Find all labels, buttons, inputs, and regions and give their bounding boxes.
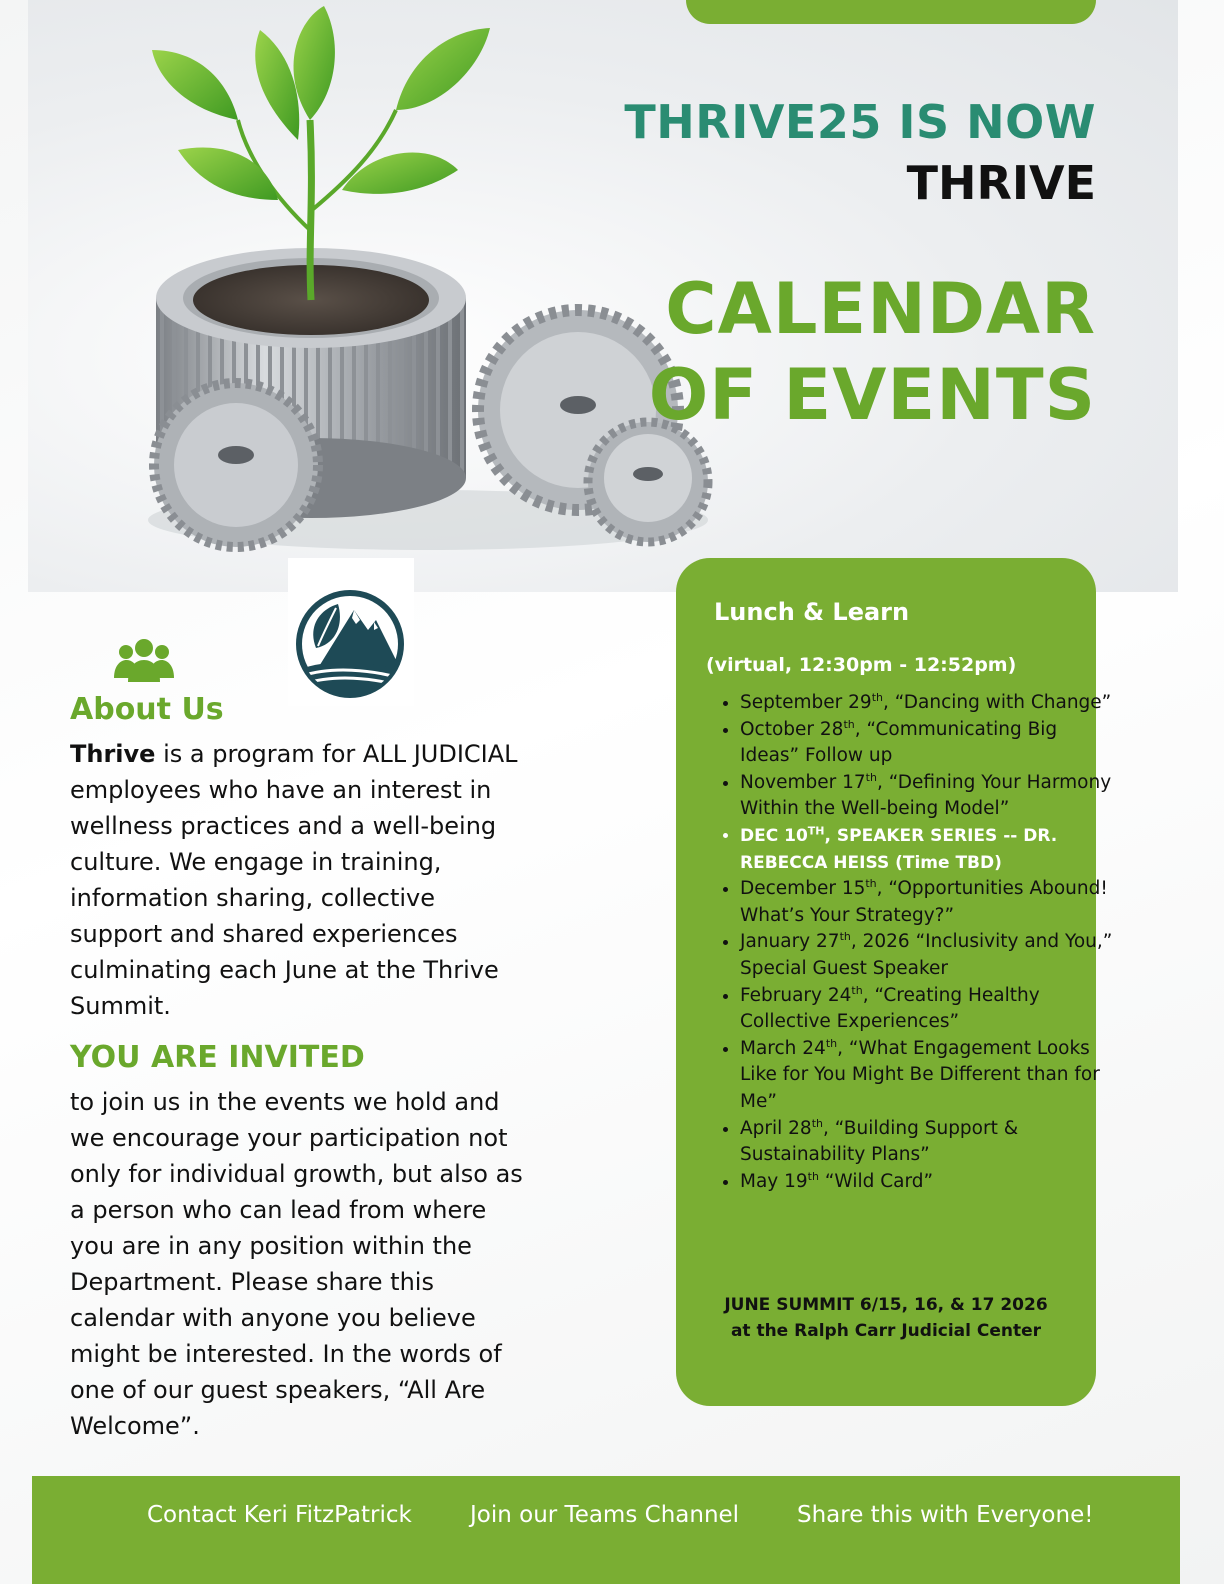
event-item: • November 17th, “Defining Your Harmony Within the Well-being Model” — [740, 770, 1120, 823]
headline — [624, 92, 1096, 438]
mountain-leaf-logo — [288, 558, 414, 706]
event-item: • March 24th, “What Engagement Looks Like for You Might Be Different than for Me” — [740, 1036, 1120, 1116]
events-subtitle: (virtual, 12:30pm - 12:52pm) — [706, 654, 1017, 676]
about-lead: Thrive — [70, 740, 156, 768]
calendar-title-line-2: OF EVENTS — [648, 354, 1096, 436]
invite-text: to join us in the events we hold and we encourage your participation not only for individual growth, but also as a person who can lead from where you are in any position within the Department. Please share this calendar with anyone you believe might be interested. In the words of one of our guest speakers, “All Are Welcome”. — [70, 1088, 523, 1440]
events-card — [676, 558, 1113, 1406]
summit-info — [676, 1292, 1096, 1344]
thrive-logo — [288, 558, 414, 706]
event-item: • April 28th, “Building Support & Sustainability Plans” — [740, 1116, 1120, 1169]
teams-channel-link[interactable]: Join our Teams Channel — [470, 1502, 740, 1528]
event-item: • September 29th, “Dancing with Change” — [740, 690, 1120, 717]
events-list — [698, 690, 1120, 1195]
event-item: • October 28th, “Communicating Big Ideas” Follow up — [740, 717, 1120, 770]
about-heading: About Us — [70, 692, 224, 727]
event-item-highlight: • DEC 10TH, SPEAKER SERIES -- DR. REBECCA HEISS (Time TBD) — [740, 823, 1120, 876]
headline-line-1: THRIVE25 IS NOW — [624, 95, 1096, 149]
events-title: Lunch & Learn — [714, 598, 910, 626]
event-item: • February 24th, “Creating Healthy Collective Experiences” — [740, 983, 1120, 1036]
event-item: • May 19th “Wild Card” — [740, 1169, 1120, 1196]
invite-heading: YOU ARE INVITED — [70, 1040, 365, 1075]
calendar-title — [624, 266, 1096, 438]
summit-location: at the Ralph Carr Judicial Center — [730, 1321, 1042, 1341]
event-item: • December 15th, “Opportunities Abound! What’s Your Strategy?” — [740, 876, 1120, 929]
footer-bar — [32, 1476, 1180, 1584]
about-text — [70, 736, 530, 1024]
share-link[interactable]: Share this with Everyone! — [797, 1502, 1094, 1528]
top-accent-tab — [686, 0, 1096, 24]
about-body: is a program for ALL JUDICIAL employees who have an interest in wellness practices and a well-being culture. We engage in training, information sharing, collective support and shared experiences culminating each June at the Thrive Summit. — [70, 740, 518, 1020]
calendar-title-line-1: CALENDAR — [665, 268, 1096, 350]
people-group-icon — [114, 638, 174, 686]
summit-dates: JUNE SUMMIT 6/15, 16, & 17 2026 — [724, 1295, 1048, 1315]
headline-line-2: THRIVE — [906, 156, 1096, 210]
contact-link[interactable]: Contact Keri FitzPatrick — [147, 1502, 412, 1528]
event-item: • January 27th, 2026 “Inclusivity and You,” Special Guest Speaker — [740, 929, 1120, 982]
